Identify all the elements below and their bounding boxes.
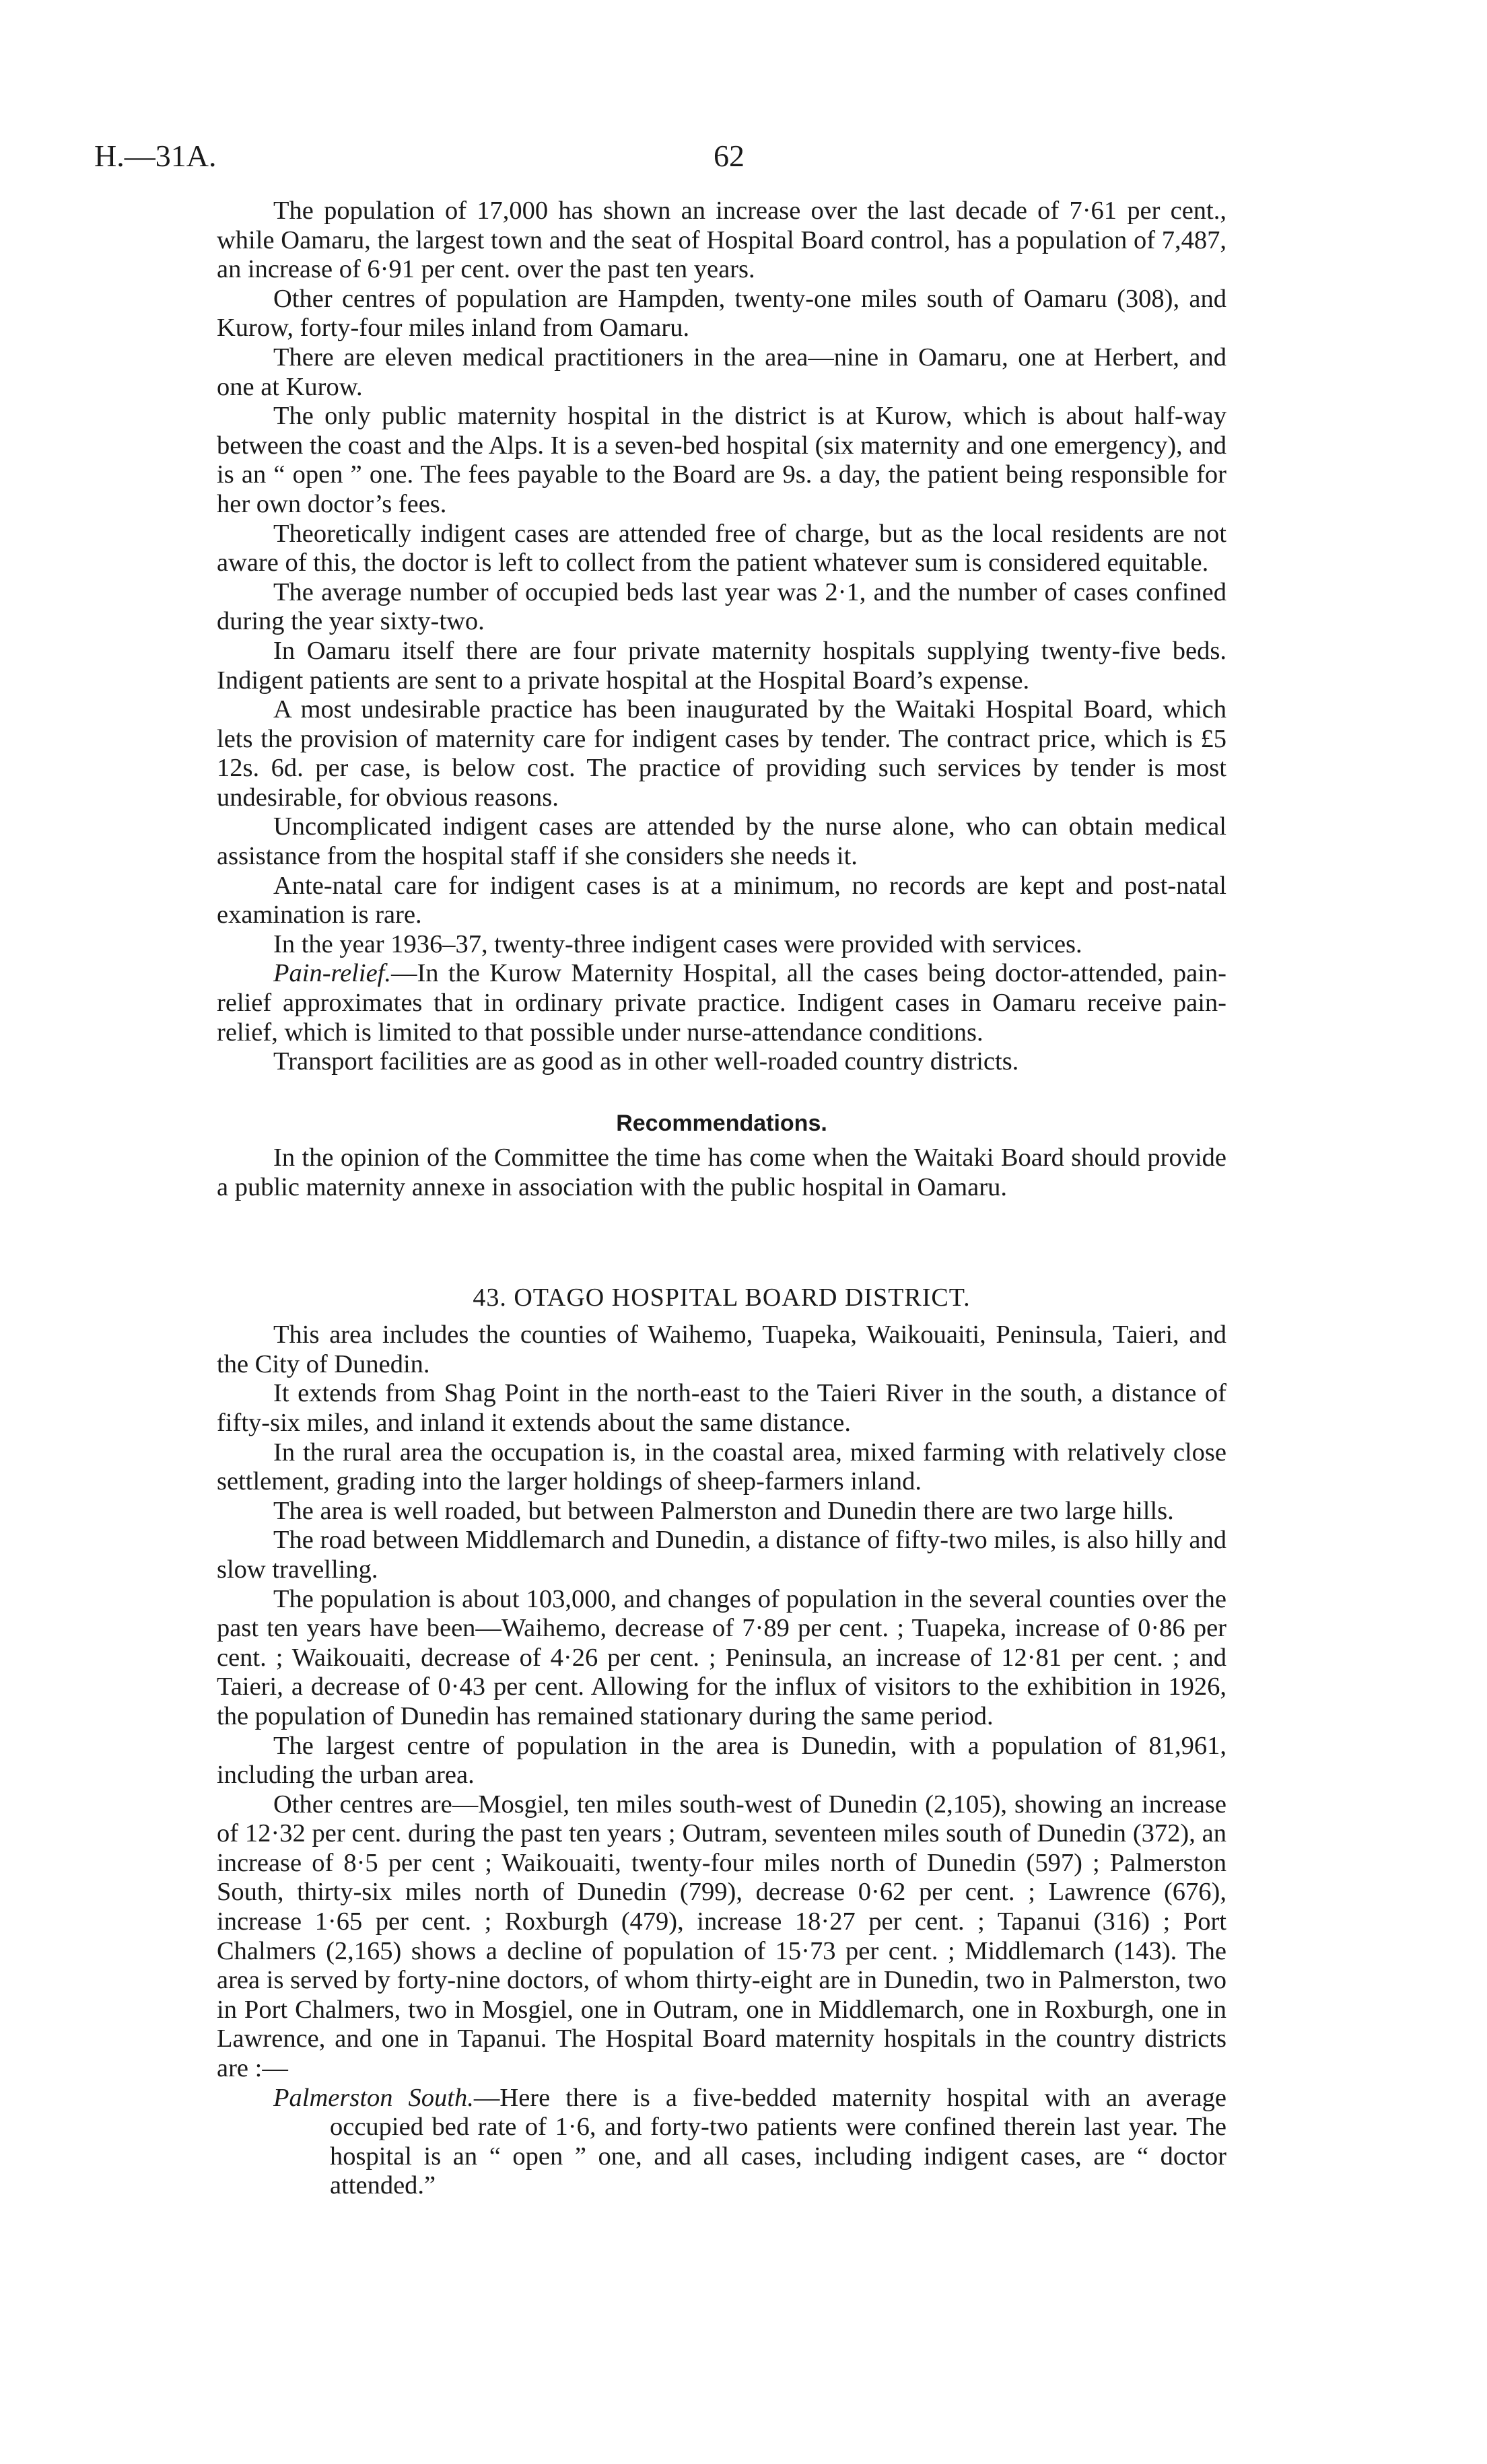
page-number: 62 (714, 139, 745, 173)
paragraph: The only public maternity hospital in the district is at Kurow, which is about half-way between the coast and the Alps. It is a seven-bed hospital (six maternity and one emergency), and is an “ open ” one. The fees payable to the Board are 9s. a day, the patient being responsible for her own doctor’s fees. (217, 402, 1226, 518)
paragraph: The road between Middlemarch and Dunedin, a distance of fifty-two miles, is also hilly and slow travelling. (217, 1526, 1226, 1584)
paragraph: The population of 17,000 has shown an increase over the last decade of 7·61 per cent., while Oamaru, the largest town and the seat of Hospital Board control, has a population of 7,487, an increase of 6·91 per cent. over the past ten years. (217, 197, 1226, 284)
palmerston-text: —Here there is a five-bedded maternity hospital with an average occupied bed rate of 1·6, and forty-two patients were confined therein last year. The hospital is an “ open ” one, and all cases, including indigent cases, are “ doctor attended.” (330, 2083, 1227, 2200)
paragraph: Other centres are—Mosgiel, ten miles south-west of Dunedin (2,105), showing an increase of 12·32 per cent. during the past ten years ; Outram, seventeen miles south of Dunedin (372), an increase of 8·5 per cent ; Waikouaiti, twenty-four miles north of Dunedin (597) ; Palmerston South, thirty-six miles north of Dunedin (799), decrease 0·62 per cent. ; Lawrence (676), increase 1·65 per cent. ; Roxburgh (479), increase 18·27 per cent. ; Tapanui (316) ; Port Chalmers (2,165) shows a decline of population of 15·73 per cent. ; Middlemarch (143). The area is served by forty-nine doctors, of whom thirty-eight are in Dunedin, two in Palmerston, two in Port Chalmers, two in Mosgiel, one in Outram, one in Middlemarch, one in Roxburgh, one in Lawrence, and one in Tapanui. The Hospital Board maternity hospitals in the country districts are :— (217, 1790, 1226, 2083)
paragraph: Other centres of population are Hampden, twenty-one miles south of Oamaru (308), and Kurow, forty-four miles inland from Oamaru. (217, 284, 1226, 343)
pain-relief-label: Pain-relief. (273, 959, 391, 988)
paragraph: There are eleven medical practitioners in the area—nine in Oamaru, one at Herbert, and one at Kurow. (217, 343, 1226, 401)
paragraph: This area includes the counties of Waihemo, Tuapeka, Waikouaiti, Peninsula, Taieri, and the City of Dunedin. (217, 1321, 1226, 1378)
paragraph: The area is well roaded, but between Palmerston and Dunedin there are two large hills. (273, 1496, 1174, 1525)
paragraph: Uncomplicated indigent cases are attended by the nurse alone, who can obtain medical assistance from the hospital staff if she considers she needs it. (217, 812, 1226, 871)
paragraph: The population is about 103,000, and changes of population in the several counties over the past ten years have been—Waihemo, decrease of 7·89 per cent. ; Tuapeka, increase of 0·86 per cent. ; Waikouaiti, decrease of 4·26 per cent. ; Peninsula, an increase of 12·81 per cent. ; and Taieri, a decrease of 0·43 per cent. Allowing for the influx of visitors to the exhibition in 1926, the population of Dunedin has remained stationary during the same period. (217, 1584, 1226, 1730)
paragraph: The largest centre of population in the area is Dunedin, with a population of 81,961, including the urban area. (217, 1731, 1226, 1790)
paragraph: It extends from Shag Point in the north-east to the Taieri River in the south, a distance of fifty-six miles, and inland it extends about the same distance. (217, 1379, 1226, 1437)
document-reference: H.—31A. (94, 139, 217, 173)
paragraph: In the year 1936–37, twenty-three indigent cases were provided with services. (273, 929, 1082, 958)
paragraph: A most undesirable practice has been inaugurated by the Waitaki Hospital Board, which lets the provision of maternity care for indigent cases by tender. The contract price, which is £5 12s. 6d. per case, is below cost. The practice of providing such services by tender is most undesirable, for obvious reasons. (217, 695, 1226, 812)
paragraph: Theoretically indigent cases are attended free of charge, but as the local residents are not aware of this, the doctor is left to collect from the patient whatever sum is considered equitable. (217, 519, 1226, 577)
palmerston-paragraph (273, 2084, 1226, 2201)
paragraph: Ante-natal care for indigent cases is at a minimum, no records are kept and post-natal examination is rare. (217, 871, 1226, 929)
recommendations-heading: Recommendations. (616, 1110, 827, 1136)
paragraph: The average number of occupied beds last year was 2·1, and the number of cases confined during the year sixty-two. (217, 577, 1226, 636)
pain-relief-text: —In the Kurow Maternity Hospital, all the cases being doctor-attended, pain-relief approximates that in ordinary private practice. Indigent cases in Oamaru receive pain-relief, which is limited to that possible under nurse-attendance conditions. (217, 959, 1226, 1047)
palmerston-label: Palmerston South. (273, 2083, 474, 2112)
paragraph: Transport facilities are as good as in other well-roaded country districts. (273, 1047, 1019, 1076)
pain-relief-paragraph (217, 959, 1226, 1047)
section-heading: 43. OTAGO HOSPITAL BOARD DISTRICT. (473, 1283, 971, 1312)
body-column (217, 197, 1226, 2201)
paragraph: In the rural area the occupation is, in the coastal area, mixed farming with relatively close settlement, grading into the larger holdings of sheep-farmers inland. (217, 1438, 1226, 1496)
recommendations-text: In the opinion of the Committee the time has come when the Waitaki Board should provide a public maternity annexe in association with the public hospital in Oamaru. (217, 1143, 1226, 1201)
paragraph: In Oamaru itself there are four private maternity hospitals supplying twenty-five beds. Indigent patients are sent to a private hospital at the Hospital Board’s expense. (217, 636, 1226, 695)
